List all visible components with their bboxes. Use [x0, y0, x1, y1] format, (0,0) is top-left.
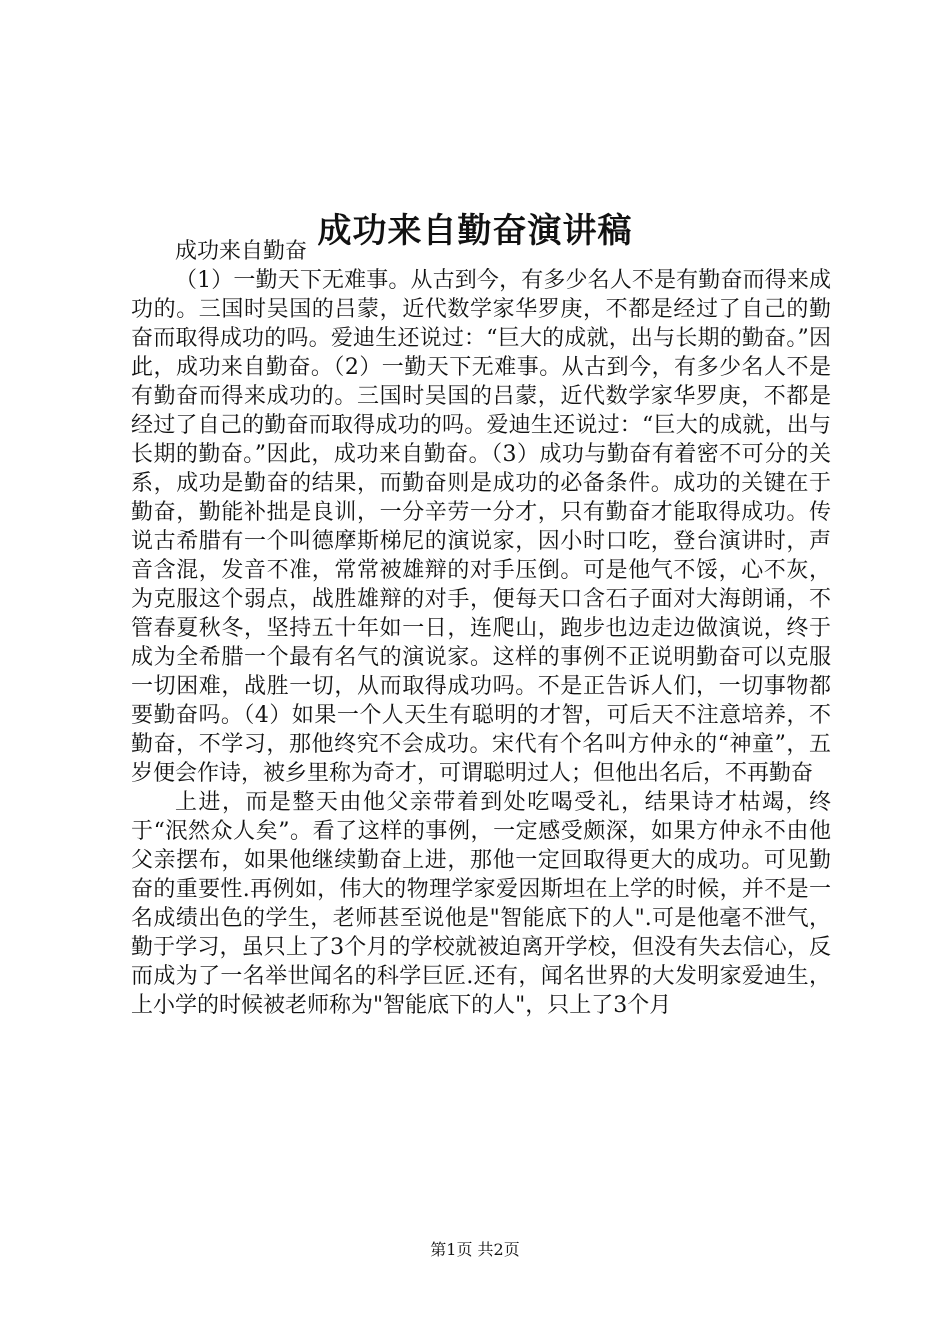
- document-body: [131, 237, 831, 1020]
- paragraph-continued: 上进，而是整天由他父亲带着到处吃喝受礼，结果诗才枯竭，终于“泯然众人矣”。看了这样的事例，一定感受颇深，如果方仲永不由他父亲摆布，如果他继续勤奋上进，那他一定回取得更大的成功。可见勤奋的重要性.再例如，伟大的物理学家爱因斯坦在上学的时候，并不是一名成绩出色的学生，老师甚至说他是"智能底下的人".可是他毫不泄气，勤于学习，虽只上了3个月的学校就被迫离开学校，但没有失去信心，反而成为了一名举世闻名的科学巨匠.还有，闻名世界的大发明家爱迪生，上小学的时候被老师称为"智能底下的人"，只上了3个月: [131, 790, 831, 1018]
- page-number-footer: 第1页 共2页: [430, 1240, 520, 1259]
- paragraph-main: （1）一勤天下无难事。从古到今，有多少名人不是有勤奋而得来成功的。三国时吴国的吕蒙，近代数学家华罗庚，不都是经过了自己的勤奋而取得成功的吗。爱迪生还说过：“巨大的成就，出与长期的勤奋。”因此，成功来自勤奋。（2）一勤天下无难事。从古到今，有多少名人不是有勤奋而得来成功的。三国时吴国的吕蒙，近代数学家华罗庚，不都是经过了自己的勤奋而取得成功的吗。爱迪生还说过：“巨大的成就，出与长期的勤奋。”因此，成功来自勤奋。（3）成功与勤奋有着密不可分的关系，成功是勤奋的结果，而勤奋则是成功的必备条件。成功的关键在于勤奋，勤能补拙是良训，一分辛劳一分才，只有勤奋才能取得成功。传说古希腊有一个叫德摩斯梯尼的演说家，因小时口吃，登台演讲时，声音含混，发音不准，常常被雄辩的对手压倒。可是他气不馁，心不灰，为克服这个弱点，战胜雄辩的对手，便每天口含石子面对大海朗诵，不管春夏秋冬，坚持五十年如一日，连爬山，跑步也边走边做演说，终于成为全希腊一个最有名气的演说家。这样的事例不正说明勤奋可以克服一切困难，战胜一切，从而取得成功吗。不是正告诉人们，一切事物都要勤奋吗。（4）如果一个人天生有聪明的才智，可后天不注意培养，不勤奋，不学习，那他终究不会成功。宋代有个名叫方仲永的“神童”，五岁便会作诗，被乡里称为奇才，可谓聪明过人；但他出名后，不再勤奋: [131, 268, 831, 786]
- document-title: 成功来自勤奋演讲稿: [317, 210, 633, 251]
- paragraph-subtitle: 成功来自勤奋: [175, 239, 308, 264]
